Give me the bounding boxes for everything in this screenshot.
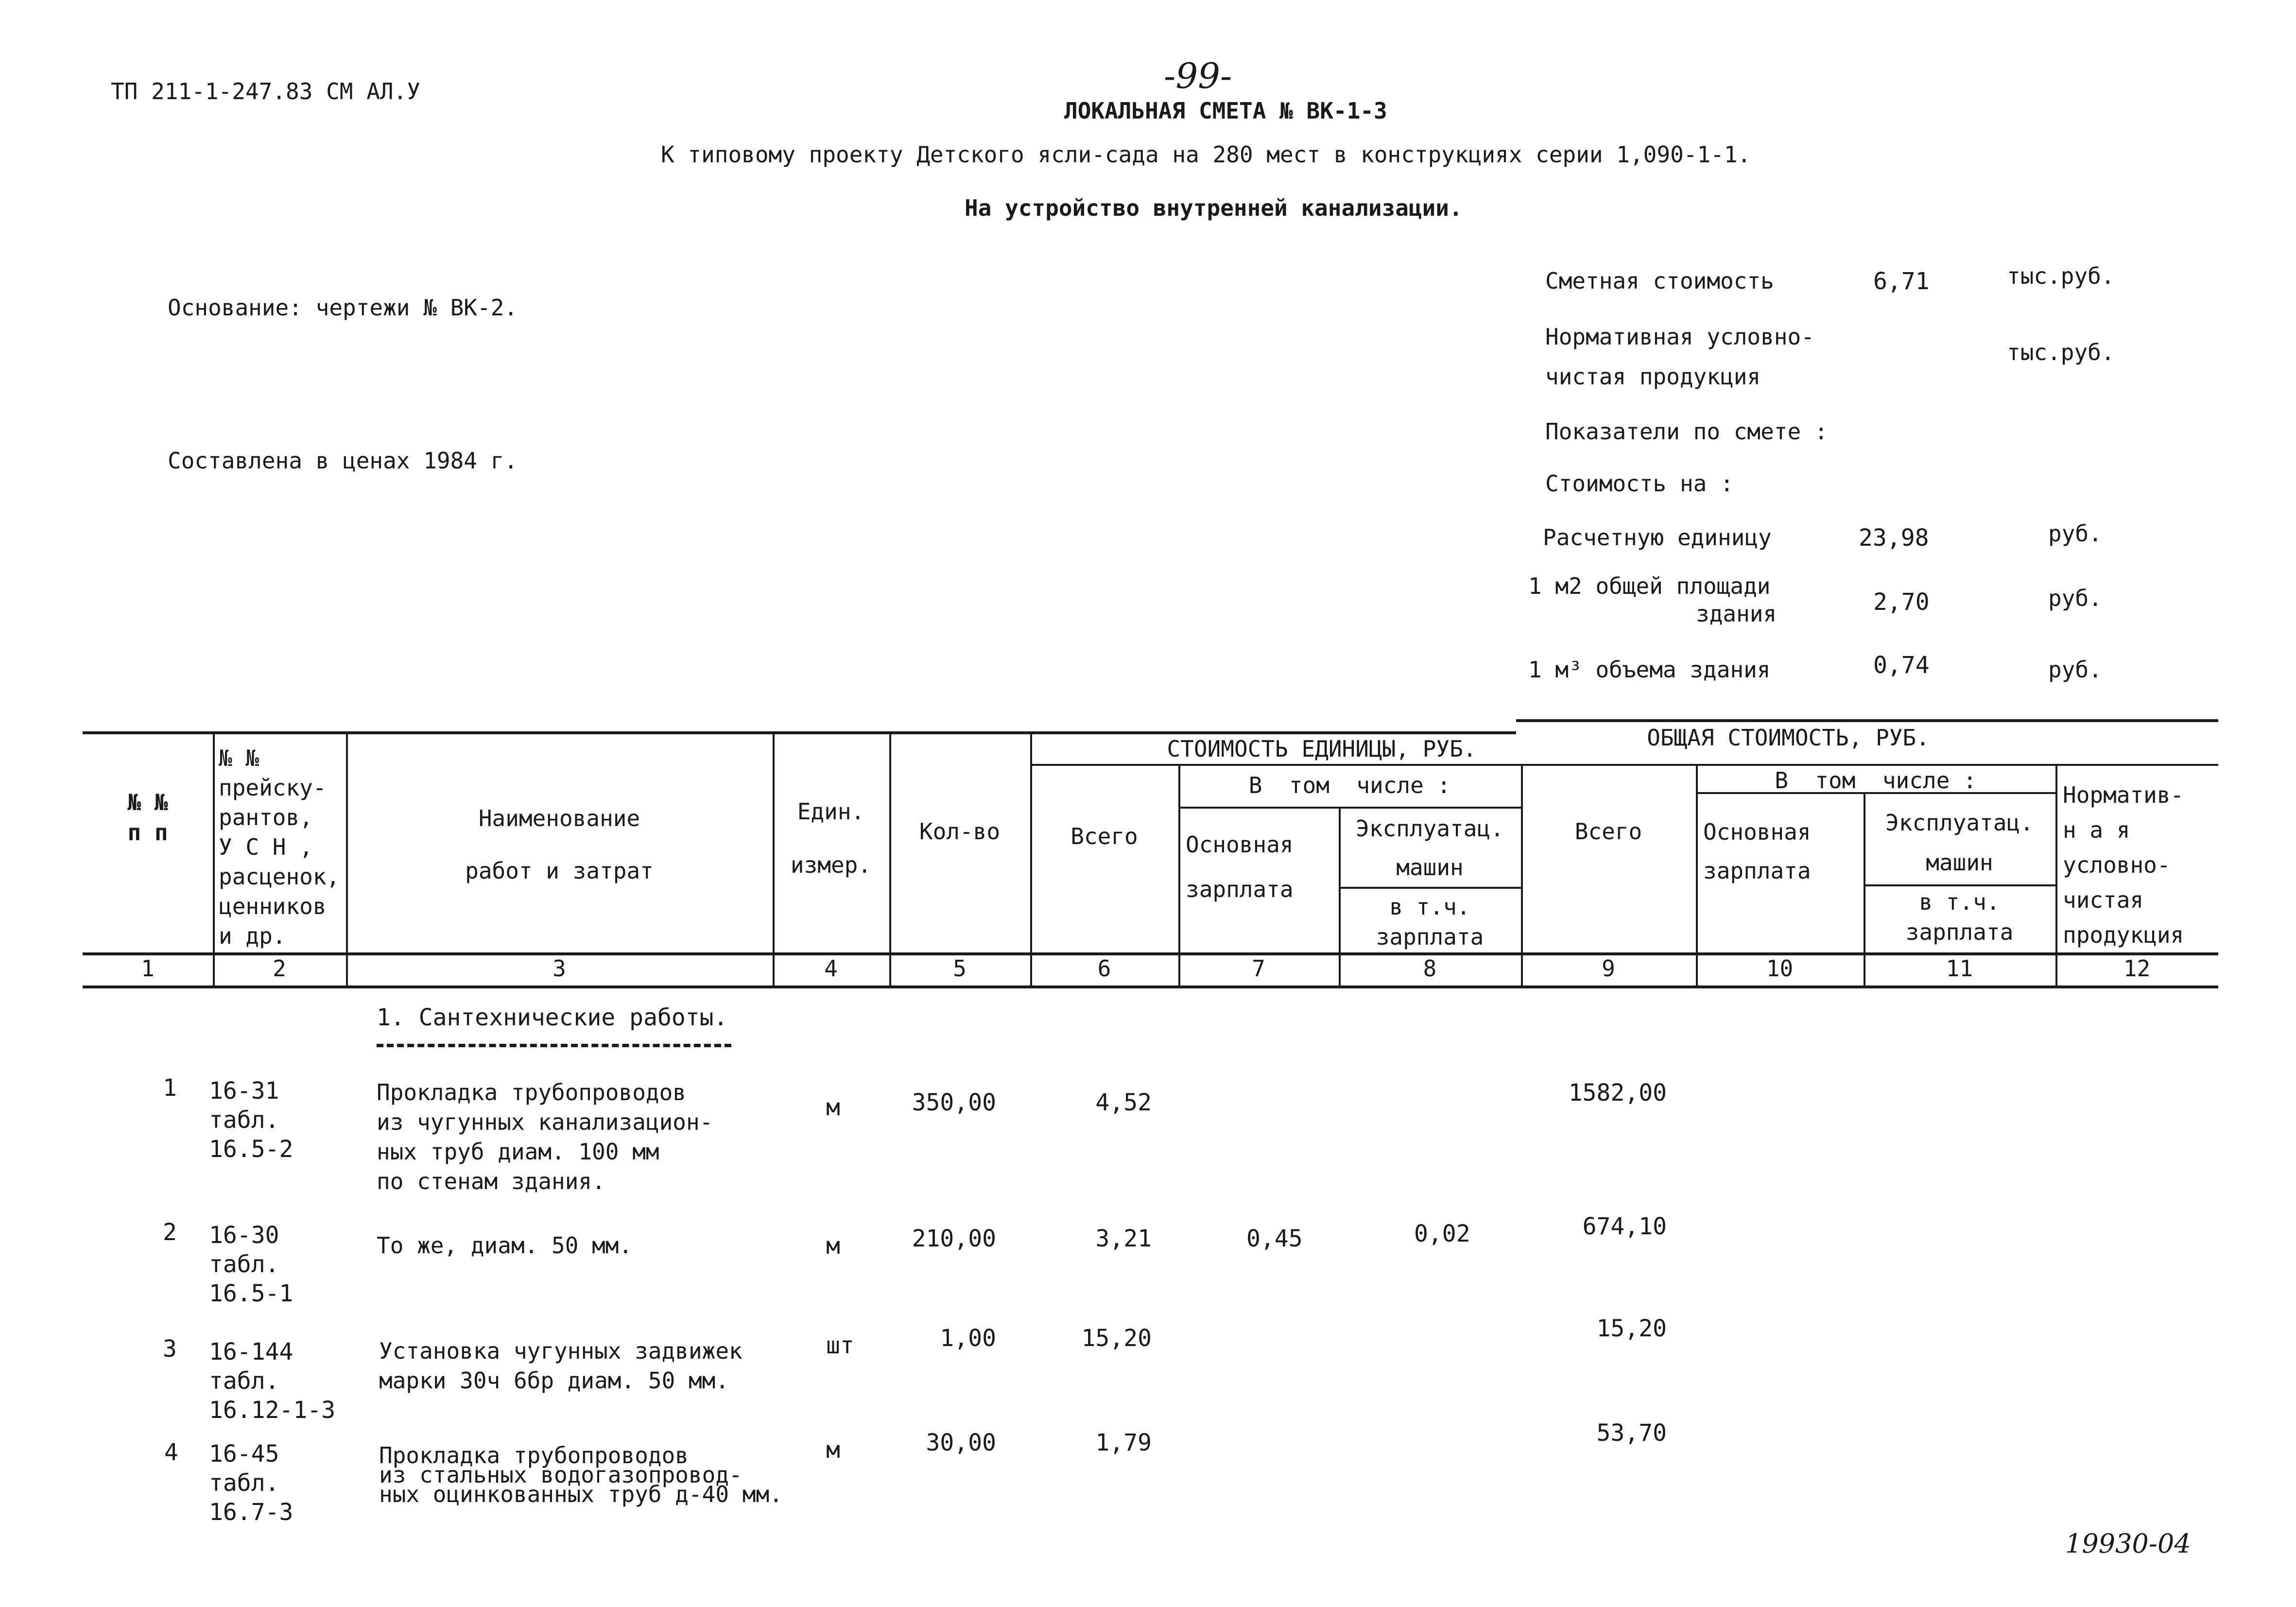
header-col6: Всего: [1070, 823, 1138, 849]
row-work-name: Прокладка трубопроводов из стальных водогазопровод- ных оцинкованных труб д-40 мм.: [379, 1442, 783, 1507]
header-total-cost-group: ОБЩАЯ СТОИМОСТЬ, РУБ.: [1647, 725, 1930, 751]
header-col3: Наименование работ и затрат: [465, 805, 654, 884]
row-unit-machines: 0,02: [1414, 1220, 1470, 1247]
prices-year-text: Составлена в ценах 1984 г.: [168, 448, 518, 474]
column-number: 3: [552, 955, 566, 982]
document-purpose: На устройство внутренней канализации.: [965, 195, 1463, 221]
row-total: 15,20: [1596, 1315, 1667, 1342]
column-number: 5: [953, 955, 967, 982]
header-incl-total: В том числе :: [1775, 767, 1977, 794]
header-unit-cost-group: СТОИМОСТЬ ЕДИНИЦЫ, РУБ.: [1167, 736, 1477, 762]
footer-code: 19930-04: [2065, 1528, 2191, 1559]
indicators-label: Показатели по смете :: [1545, 418, 1828, 445]
column-number: 8: [1423, 955, 1437, 982]
row-unit: м: [826, 1232, 840, 1260]
normative-label-line1: Нормативная условно-: [1545, 324, 1814, 350]
area-cost-label-line1: 1 м2 общей площади: [1528, 573, 1771, 599]
volume-cost-label: 1 м³ объема здания: [1528, 657, 1771, 683]
header-col11: Эксплуатац. машин: [1885, 810, 2034, 876]
header-col10: Основная зарплата: [1703, 819, 1811, 884]
table-top-border-right: [1516, 719, 2218, 722]
estimated-cost-value: 6,71: [1873, 268, 1930, 295]
row-unit-wage: 0,45: [1246, 1225, 1303, 1252]
estimated-cost-label: Сметная стоимость: [1545, 268, 1774, 294]
unit-cost-unit: руб.: [2048, 520, 2102, 547]
row-unit-total: 3,21: [1095, 1225, 1152, 1252]
colnum-bottom-border: [83, 985, 2218, 988]
subgroup-line-unit: [1178, 807, 1521, 809]
header-col9: Всего: [1574, 818, 1642, 845]
column-number: 2: [273, 955, 286, 982]
row-number: 2: [163, 1219, 177, 1246]
volume-cost-unit: руб.: [2048, 657, 2102, 683]
row-unit: шт: [826, 1332, 854, 1359]
column-number: 6: [1097, 955, 1111, 982]
normative-unit: тыс.руб.: [2007, 339, 2115, 365]
area-cost-value: 2,70: [1873, 588, 1930, 616]
column-number: 12: [2123, 955, 2151, 982]
row-code: 16-30 табл. 16.5-1: [209, 1222, 293, 1307]
area-cost-label-line2: здания: [1696, 601, 1777, 627]
row-number: 3: [163, 1335, 177, 1363]
row-total: 674,10: [1582, 1213, 1667, 1240]
row-quantity: 30,00: [926, 1429, 996, 1456]
header-col11-sub: в т.ч. зарплата: [1905, 889, 2014, 945]
column-number: 1: [141, 955, 155, 982]
column-number: 7: [1252, 955, 1265, 982]
header-col4: Един. измер.: [790, 798, 872, 878]
row-quantity: 1,00: [940, 1325, 996, 1352]
row-total: 1582,00: [1568, 1079, 1667, 1106]
row-unit: м: [826, 1094, 840, 1121]
column-number: 11: [1946, 955, 1973, 982]
document-subtitle: К типовому проекту Детского ясли-сада на 280 мест в конструкциях серии 1,090-1-1.: [661, 141, 1751, 168]
row-work-name: Прокладка трубопроводов из чугунных канализацион- ных труб диам. 100 мм по стенам здания.: [377, 1079, 713, 1194]
header-incl-unit: В том числе :: [1248, 772, 1451, 798]
header-col5: Кол-во: [919, 818, 1001, 845]
row-total: 53,70: [1596, 1419, 1667, 1447]
area-cost-unit: руб.: [2048, 585, 2102, 611]
row-number: 1: [163, 1074, 177, 1102]
row-unit-total: 1,79: [1095, 1429, 1152, 1456]
section-title: 1. Сантехнические работы.: [377, 1004, 728, 1031]
row-code: 16-45 табл. 16.7-3: [209, 1440, 293, 1526]
header-col12: Норматив- н а я условно- чистая продукция: [2063, 782, 2184, 948]
row-number: 4: [164, 1439, 178, 1466]
row-work-name: Установка чугунных задвижек марки 30ч 6бр диам. 50 мм.: [379, 1338, 742, 1394]
row-quantity: 210,00: [912, 1225, 996, 1252]
row-code: 16-144 табл. 16.12-1-3: [209, 1338, 336, 1424]
section-underline: [377, 1044, 731, 1047]
normative-label-line2: чистая продукция: [1545, 363, 1761, 390]
row-unit-total: 15,20: [1081, 1325, 1152, 1352]
document-title: ЛОКАЛЬНАЯ СМЕТА № ВК-1-3: [1064, 98, 1387, 124]
header-col2: № № прейску- рантов, У С Н , расценок, ценников и др.: [219, 745, 340, 949]
row-work-name: То же, диам. 50 мм.: [377, 1232, 633, 1259]
row-unit-total: 4,52: [1095, 1089, 1152, 1116]
col-line-1: [213, 731, 215, 986]
column-number: 9: [1602, 955, 1615, 982]
row-code: 16-31 табл. 16.5-2: [209, 1077, 293, 1163]
unit-cost-label: Расчетную единицу: [1543, 524, 1772, 551]
document-code: ТП 211-1-247.83 СМ АЛ.У: [111, 78, 420, 104]
col-line-5: [1030, 731, 1032, 986]
header-col8: Эксплуатац. машин: [1356, 815, 1504, 881]
cost-on-label: Стоимость на :: [1545, 470, 1734, 497]
page-number: -99-: [1164, 55, 1232, 96]
header-col8-sub: в т.ч. зарплата: [1376, 894, 1484, 950]
basis-text: Основание: чертежи № ВК-2.: [168, 294, 518, 321]
header-col7: Основная зарплата: [1186, 831, 1294, 902]
col-line-4: [889, 731, 891, 986]
row-quantity: 350,00: [912, 1089, 996, 1116]
subheader-line-8: [1339, 887, 1521, 889]
subheader-line-11: [1864, 884, 2055, 886]
volume-cost-value: 0,74: [1873, 652, 1930, 679]
column-number: 4: [824, 955, 838, 982]
row-unit: м: [826, 1436, 840, 1464]
unit-cost-value: 23,98: [1859, 524, 1929, 552]
column-number: 10: [1766, 955, 1794, 982]
header-col1: № № п п: [127, 789, 168, 846]
estimated-cost-unit: тыс.руб.: [2007, 263, 2115, 289]
